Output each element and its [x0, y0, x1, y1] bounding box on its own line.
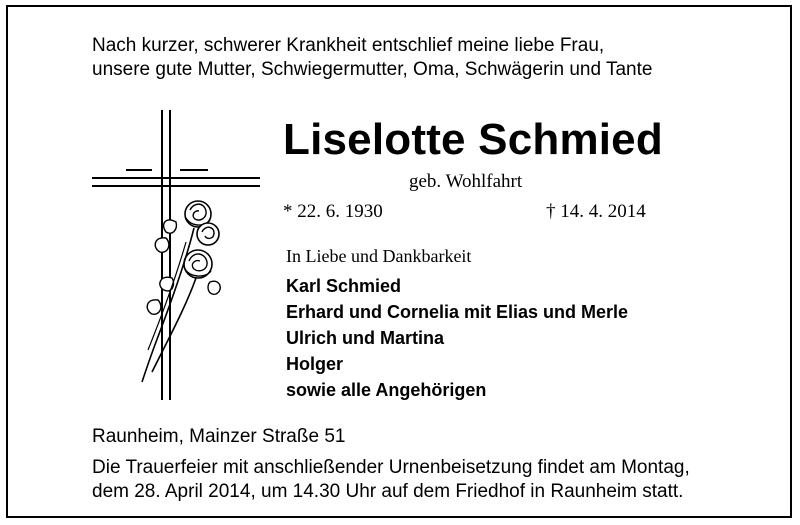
birth-date: * 22. 6. 1930: [283, 201, 383, 222]
mourner-name: Holger: [286, 354, 344, 374]
maiden-name: geb. Wohlfahrt: [409, 171, 523, 192]
address-line: Raunheim, Mainzer Straße 51: [92, 426, 346, 447]
death-date: † 14. 4. 2014: [546, 201, 646, 222]
mourner-name: Karl Schmied: [286, 276, 402, 296]
mourners-list: [286, 273, 628, 403]
intro-text: [92, 34, 752, 82]
mourner-name: sowie alle Angehörigen: [286, 380, 487, 400]
ceremony-line-1: Die Trauerfeier mit anschließender Urnenbeisetzung findet am Montag,: [92, 457, 690, 478]
deceased-name: Liselotte Schmied: [283, 115, 663, 164]
ceremony-line-2: dem 28. April 2014, um 14.30 Uhr auf dem Friedhof in Raunheim statt.: [92, 481, 684, 502]
mourner-name: Ulrich und Martina: [286, 328, 445, 348]
ceremony-notice: [92, 456, 752, 504]
intro-line-1: Nach kurzer, schwerer Krankheit entschlief meine liebe Frau,: [92, 35, 605, 56]
mourner-name: Erhard und Cornelia mit Elias und Merle: [286, 302, 629, 322]
gratitude-line: In Liebe und Dankbarkeit: [286, 246, 472, 266]
intro-line-2: unsere gute Mutter, Schwiegermutter, Oma, Schwägerin und Tante: [92, 59, 653, 80]
cross-with-roses-icon: [90, 110, 260, 410]
